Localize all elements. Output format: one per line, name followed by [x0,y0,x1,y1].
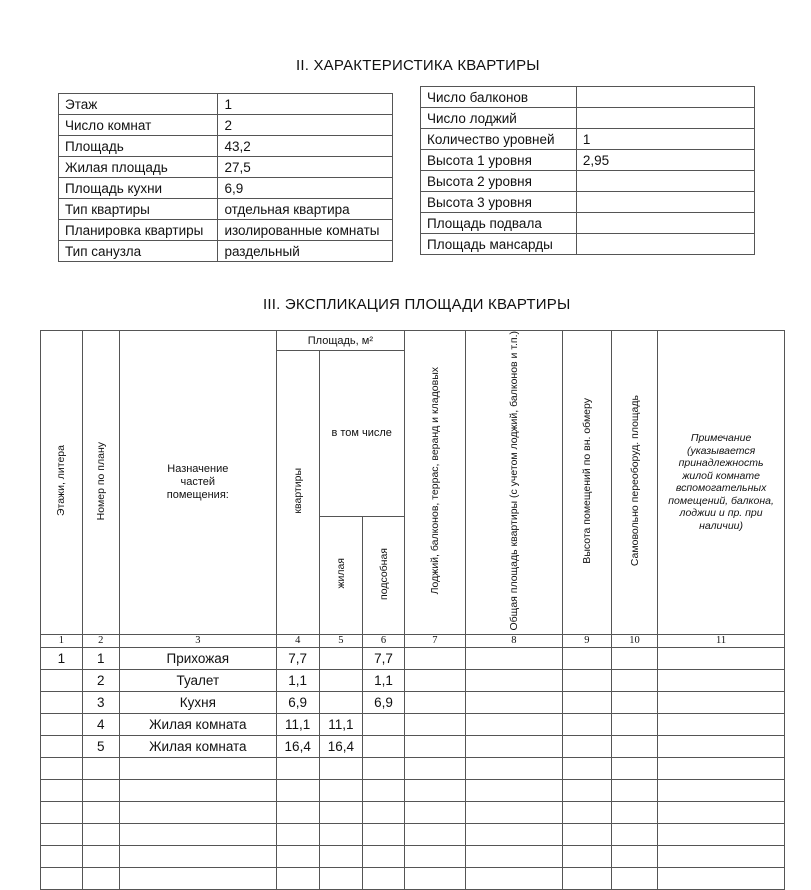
characteristic-label: Число балконов [421,87,577,108]
row-plan-number [82,801,119,823]
column-number: 3 [119,634,276,647]
characteristics-table-left [58,93,393,262]
row-floor: 1 [41,647,83,669]
empty-cell [658,757,785,779]
empty-cell [611,735,657,757]
characteristic-value: 27,5 [218,157,393,178]
row-room-name [119,779,276,801]
characteristic-row [59,94,393,115]
empty-cell [562,647,611,669]
empty-cell [562,713,611,735]
characteristic-value: 1 [576,129,754,150]
characteristic-value: 2 [218,115,393,136]
empty-cell [404,845,465,867]
empty-cell [404,779,465,801]
characteristic-label: Высота 3 уровня [421,192,577,213]
row-area-living [319,757,363,779]
empty-cell [465,867,562,889]
characteristic-label: Этаж [59,94,218,115]
empty-cell [465,757,562,779]
row-plan-number: 1 [82,647,119,669]
section3-title: III. ЭКСПЛИКАЦИЯ ПЛОЩАДИ КВАРТИРЫ [263,296,571,313]
characteristic-label: Площадь мансарды [421,234,577,255]
empty-cell [404,669,465,691]
empty-cell [562,779,611,801]
row-plan-number [82,757,119,779]
row-area-aux [363,823,405,845]
characteristic-value [576,192,754,213]
characteristic-row [421,150,755,171]
row-area-aux: 7,7 [363,647,405,669]
characteristic-label: Тип санузла [59,241,218,262]
row-area-aux [363,845,405,867]
table-row [41,669,785,691]
empty-cell [611,757,657,779]
characteristic-row [59,157,393,178]
empty-cell [404,867,465,889]
col-height-header: Высота помещений по вн. обмеру [562,331,611,635]
row-plan-number [82,845,119,867]
characteristic-row [59,199,393,220]
empty-cell [611,713,657,735]
empty-cell [562,823,611,845]
row-floor [41,757,83,779]
empty-cell [404,735,465,757]
characteristic-value [576,171,754,192]
empty-cell [562,735,611,757]
row-area-living [319,845,363,867]
empty-cell [658,801,785,823]
row-area-apartment [276,823,319,845]
empty-cell [658,713,785,735]
characteristic-row [421,87,755,108]
empty-cell [465,669,562,691]
characteristic-row [421,213,755,234]
column-number: 10 [611,634,657,647]
empty-cell [465,845,562,867]
row-room-name [119,823,276,845]
incl-header: в том числе [319,351,404,517]
row-area-apartment [276,845,319,867]
row-area-living [319,801,363,823]
col-floor-header: Этажи, литера [41,331,83,635]
row-floor [41,735,83,757]
row-area-apartment [276,757,319,779]
table-row [41,801,785,823]
col-loggias-header: Лоджий, балконов, террас, веранд и кладовых [404,331,465,635]
row-area-aux [363,735,405,757]
empty-cell [611,647,657,669]
column-numbers-row [41,634,785,647]
empty-cell [658,647,785,669]
row-area-living [319,779,363,801]
empty-cell [562,801,611,823]
col-selfbuilt-header: Самовольно переоборуд. площадь [611,331,657,635]
row-floor [41,779,83,801]
empty-cell [658,735,785,757]
characteristic-label: Количество уровней [421,129,577,150]
characteristic-row [421,234,755,255]
row-room-name: Прихожая [119,647,276,669]
table-row [41,735,785,757]
characteristics-table-right [420,86,755,255]
empty-cell [404,647,465,669]
empty-cell [658,669,785,691]
characteristic-value: 2,95 [576,150,754,171]
row-room-name: Жилая комната [119,735,276,757]
empty-cell [465,735,562,757]
characteristic-label: Высота 2 уровня [421,171,577,192]
row-area-aux: 6,9 [363,691,405,713]
characteristic-label: Планировка квартиры [59,220,218,241]
characteristic-row [421,192,755,213]
row-room-name [119,845,276,867]
table-row [41,713,785,735]
row-floor [41,867,83,889]
row-area-apartment [276,801,319,823]
characteristic-row [421,129,755,150]
characteristic-value [576,87,754,108]
row-plan-number [82,823,119,845]
characteristic-row [59,115,393,136]
empty-cell [611,845,657,867]
empty-cell [562,845,611,867]
row-area-living: 16,4 [319,735,363,757]
row-area-apartment: 16,4 [276,735,319,757]
empty-cell [611,669,657,691]
empty-cell [611,823,657,845]
column-number: 4 [276,634,319,647]
empty-cell [465,647,562,669]
characteristic-row [59,241,393,262]
row-area-living [319,823,363,845]
row-floor [41,823,83,845]
characteristic-value: раздельный [218,241,393,262]
col-purpose-header: Назначение частей помещения: [119,331,276,635]
column-number: 2 [82,634,119,647]
table-row [41,779,785,801]
characteristic-label: Число комнат [59,115,218,136]
row-area-apartment [276,779,319,801]
characteristic-label: Площадь кухни [59,178,218,199]
empty-cell [404,801,465,823]
row-floor [41,713,83,735]
column-number: 5 [319,634,363,647]
row-plan-number: 2 [82,669,119,691]
col-note-header: Примечание (указывается принадлежность жилой комнате вспомогательных помещений, балкона, лоджии и пр. при наличии) [658,331,785,635]
row-area-aux [363,757,405,779]
column-number: 8 [465,634,562,647]
row-plan-number: 3 [82,691,119,713]
empty-cell [465,713,562,735]
explication-table [40,330,785,890]
row-area-aux [363,801,405,823]
characteristic-row [59,136,393,157]
row-plan-number [82,779,119,801]
empty-cell [562,669,611,691]
column-number: 9 [562,634,611,647]
table-row [41,867,785,889]
row-room-name: Жилая комната [119,713,276,735]
empty-cell [658,867,785,889]
characteristic-label: Число лоджий [421,108,577,129]
table-row [41,757,785,779]
row-room-name [119,801,276,823]
column-number: 6 [363,634,405,647]
row-area-apartment: 6,9 [276,691,319,713]
empty-cell [611,867,657,889]
empty-cell [404,713,465,735]
row-area-aux: 1,1 [363,669,405,691]
empty-cell [562,757,611,779]
row-area-living [319,669,363,691]
row-area-living [319,867,363,889]
empty-cell [404,823,465,845]
col-apartment-header: квартиры [276,351,319,635]
row-area-apartment [276,867,319,889]
row-room-name [119,867,276,889]
empty-cell [465,801,562,823]
row-area-apartment: 7,7 [276,647,319,669]
characteristic-label: Тип квартиры [59,199,218,220]
characteristic-value [576,108,754,129]
row-area-apartment: 1,1 [276,669,319,691]
row-room-name: Кухня [119,691,276,713]
characteristic-row [59,178,393,199]
empty-cell [404,757,465,779]
col-total-header: Общая площадь квартиры (с учетом лоджий, балконов и т.п.) [465,331,562,635]
empty-cell [658,845,785,867]
row-plan-number [82,867,119,889]
row-area-aux [363,867,405,889]
row-floor [41,845,83,867]
characteristic-label: Жилая площадь [59,157,218,178]
col-living-header: жилая [319,516,363,634]
section2-title: II. ХАРАКТЕРИСТИКА КВАРТИРЫ [296,57,540,74]
row-area-living: 11,1 [319,713,363,735]
empty-cell [658,823,785,845]
column-number: 1 [41,634,83,647]
row-room-name: Туалет [119,669,276,691]
empty-cell [611,801,657,823]
characteristic-row [421,171,755,192]
characteristic-value: 6,9 [218,178,393,199]
characteristic-value: изолированные комнаты [218,220,393,241]
empty-cell [562,867,611,889]
table-row [41,845,785,867]
characteristic-value: 1 [218,94,393,115]
empty-cell [611,779,657,801]
row-plan-number: 4 [82,713,119,735]
row-floor [41,669,83,691]
empty-cell [465,823,562,845]
column-number: 11 [658,634,785,647]
empty-cell [658,779,785,801]
characteristic-value [576,234,754,255]
table-row [41,647,785,669]
row-room-name [119,757,276,779]
row-plan-number: 5 [82,735,119,757]
characteristic-label: Площадь подвала [421,213,577,234]
col-plan-header: Номер по плану [82,331,119,635]
row-floor [41,801,83,823]
area-group-header: Площадь, м² [276,331,404,351]
row-area-aux [363,713,405,735]
empty-cell [465,779,562,801]
characteristic-label: Высота 1 уровня [421,150,577,171]
row-area-aux [363,779,405,801]
table-row [41,823,785,845]
characteristic-label: Площадь [59,136,218,157]
characteristic-row [59,220,393,241]
row-area-living [319,647,363,669]
characteristic-value [576,213,754,234]
column-number: 7 [404,634,465,647]
characteristic-value: 43,2 [218,136,393,157]
col-aux-header: подсобная [363,516,405,634]
row-area-apartment: 11,1 [276,713,319,735]
characteristic-value: отдельная квартира [218,199,393,220]
characteristic-row [421,108,755,129]
